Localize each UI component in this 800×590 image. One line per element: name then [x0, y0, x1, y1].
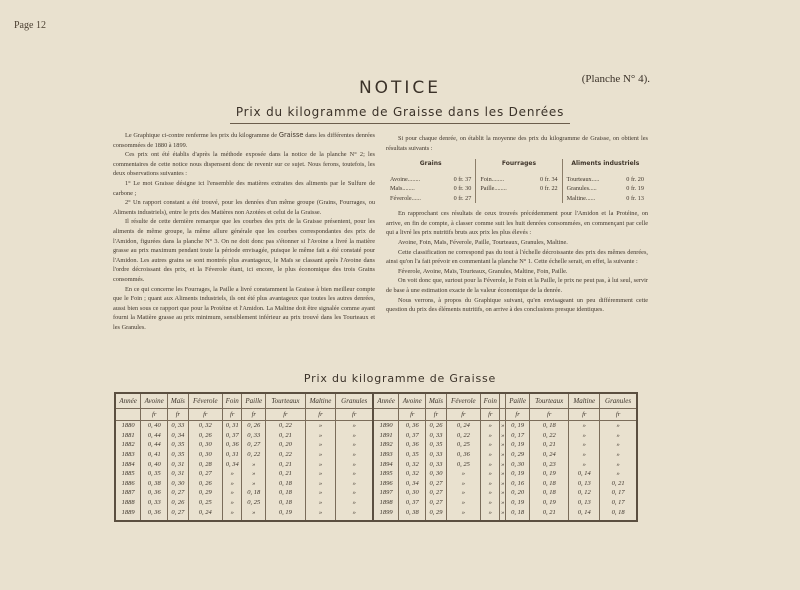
column-header: Tourteaux	[266, 393, 305, 409]
table-cell: 0, 36	[141, 507, 168, 521]
table-cell: »	[305, 469, 336, 479]
table-cell: »	[446, 479, 481, 489]
average-row: Tourteaux..... 0 fr. 20	[566, 175, 644, 183]
paragraph-6: En ce qui concerne les Fourrages, la Paille a livré constamment la Graisse à bien meilleur compte que le Foin ; quant aux Aliments industriels, ils ont été plus avantageux que toutes les autres denrées, aussi bien sous ce rapport que pour la Protéine et l'Amidon. La Maltine doit être signalée comme ayant fourni la Matière grasse au prix minimum, sensiblement inférieur au prix trouvé dans les Tourteaux et les Granules.	[113, 285, 375, 331]
table-cell: »	[305, 479, 336, 489]
column-header: Année	[373, 393, 399, 409]
table-cell: 0, 26	[188, 479, 223, 489]
column-header: Maïs	[426, 393, 446, 409]
table-cell: 0, 35	[168, 450, 188, 460]
table-cell: »	[336, 488, 373, 498]
table-cell: 0, 19	[506, 421, 530, 431]
table-cell: 0, 33	[426, 459, 446, 469]
table-cell: »	[600, 440, 637, 450]
table-cell: 1898	[373, 498, 399, 508]
table-cell: 0, 27	[426, 488, 446, 498]
table-cell: 0, 19	[530, 469, 569, 479]
table-cell: »	[501, 441, 505, 449]
averages-fourrages	[476, 159, 562, 203]
average-row: Maltine...... 0 fr. 13	[566, 194, 644, 202]
table-cell: 0, 16	[506, 479, 530, 489]
table-row	[115, 498, 637, 508]
table-cell: 0, 25	[242, 498, 266, 508]
averages-table	[386, 159, 648, 203]
right-paragraph-2: En rapprochant ces résultats de ceux trouvés précédemment pour l'Amidon et la Protéine, on arrive, en fin de compte, à classer comme suit les huit denrées consommées, en commençant par celle qui a livré les prix nutritifs bruts aux prix les plus élevés :	[386, 210, 648, 237]
column-header: Avoine	[399, 393, 426, 409]
table-cell: 0, 23	[530, 459, 569, 469]
unit-cell: fr	[168, 409, 188, 421]
table-cell: 1896	[373, 479, 399, 489]
table-cell: »	[481, 469, 500, 479]
table-cell: 0, 21	[266, 469, 305, 479]
table-cell: 0, 32	[399, 469, 426, 479]
table-cell: 0, 24	[530, 450, 569, 460]
column-header: Granules	[336, 393, 373, 409]
table-cell: »	[305, 440, 336, 450]
table-cell: 0, 33	[141, 498, 168, 508]
unit-cell: fr	[336, 409, 373, 421]
table-cell: 0, 35	[141, 469, 168, 479]
table-cell: 1895	[373, 469, 399, 479]
table-cell: 0, 27	[168, 488, 188, 498]
table-cell: »	[600, 469, 637, 479]
table-cell: 0, 35	[168, 440, 188, 450]
table-cell: »	[600, 459, 637, 469]
unit-cell: fr	[600, 409, 637, 421]
unit-cell: fr	[569, 409, 600, 421]
subtitle: Prix du kilogramme de Graisse dans les Denrées	[235, 105, 565, 119]
table-cell: 0, 32	[399, 459, 426, 469]
column-header: Féverole	[188, 393, 223, 409]
table-cell: 0, 36	[399, 440, 426, 450]
table-cell: 0, 40	[141, 421, 168, 431]
table-cell: 0, 20	[506, 488, 530, 498]
table-cell: 0, 19	[266, 507, 305, 521]
table-cell: 0, 30	[188, 440, 223, 450]
table-cell: 0, 25	[446, 440, 481, 450]
table-cell: 0, 34	[223, 459, 242, 469]
column-header: Tourteaux	[530, 393, 569, 409]
table-cell: »	[336, 469, 373, 479]
unit-cell: fr	[446, 409, 481, 421]
table-cell: »	[501, 422, 505, 430]
table-cell: 0, 41	[141, 450, 168, 460]
average-row: Féverole...... 0 fr. 27	[390, 194, 472, 202]
averages-grains	[386, 159, 476, 203]
page-number: Page 12	[14, 20, 46, 31]
table-cell: 1891	[373, 431, 399, 441]
right-column-text	[386, 134, 648, 315]
table-cell: 0, 29	[188, 488, 223, 498]
table-cell: 0, 31	[168, 469, 188, 479]
table-cell: 0, 18	[266, 498, 305, 508]
unit-cell: fr	[305, 409, 336, 421]
table-cell: »	[305, 459, 336, 469]
table-cell: 0, 12	[569, 488, 600, 498]
table-cell: 0, 17	[600, 498, 637, 508]
table-cell: 0, 31	[168, 459, 188, 469]
averages-industriels	[563, 159, 648, 203]
unit-cell: fr	[506, 409, 530, 421]
table-cell: »	[336, 507, 373, 521]
table-cell: »	[481, 440, 500, 450]
table-cell: 1894	[373, 459, 399, 469]
table-cell: 0, 25	[446, 459, 481, 469]
unit-cell: fr	[223, 409, 242, 421]
table-cell: »	[242, 459, 266, 469]
table-cell: 0, 24	[188, 507, 223, 521]
table-cell: 0, 24	[446, 421, 481, 431]
unit-cell: fr	[481, 409, 500, 421]
table-cell: »	[569, 440, 600, 450]
paragraph-3: 1° Le mot Graisse désigne ici l'ensemble des matières extraites des aliments par le Sulfure de carbone ;	[113, 179, 375, 197]
column-header: Paille	[242, 393, 266, 409]
table-cell: »	[481, 498, 500, 508]
subtitle-rule	[230, 123, 570, 124]
table-row	[115, 488, 637, 498]
table-cell: 0, 38	[399, 507, 426, 521]
unit-cell: fr	[530, 409, 569, 421]
table-cell: 0, 18	[530, 421, 569, 431]
table-cell: 0, 32	[188, 421, 223, 431]
table-cell: 0, 44	[141, 431, 168, 441]
table-cell: 0, 22	[530, 431, 569, 441]
table-cell: 1897	[373, 488, 399, 498]
table-cell: 0, 28	[188, 459, 223, 469]
table-row	[115, 469, 637, 479]
table-cell: »	[336, 450, 373, 460]
column-header: Féverole	[446, 393, 481, 409]
table-cell: 1883	[115, 450, 141, 460]
table-cell: 1887	[115, 488, 141, 498]
table-cell: »	[223, 498, 242, 508]
column-header: Année	[115, 393, 141, 409]
table-cell: »	[481, 421, 500, 431]
table-cell: »	[569, 431, 600, 441]
unit-cell	[373, 409, 399, 421]
table-cell: 0, 13	[569, 479, 600, 489]
table-cell: »	[501, 431, 505, 439]
table-cell: 1888	[115, 498, 141, 508]
table-cell: 0, 19	[530, 498, 569, 508]
table-cell: »	[481, 488, 500, 498]
table-header-row	[115, 393, 637, 409]
table-cell: 0, 18	[600, 507, 637, 521]
table-cell: 0, 36	[446, 450, 481, 460]
table-cell: »	[336, 431, 373, 441]
table-cell: »	[242, 507, 266, 521]
table-cell: 0, 38	[141, 479, 168, 489]
table-cell: 1889	[115, 507, 141, 521]
table-cell: 0, 37	[399, 498, 426, 508]
table-cell: 0, 27	[426, 498, 446, 508]
table-cell: 1884	[115, 459, 141, 469]
table-cell: 0, 21	[530, 440, 569, 450]
table-cell: 0, 20	[266, 440, 305, 450]
table-cell: »	[223, 507, 242, 521]
unit-cell: fr	[426, 409, 446, 421]
table-cell: 0, 37	[399, 431, 426, 441]
table-cell: 0, 31	[223, 421, 242, 431]
table-cell: »	[242, 469, 266, 479]
table-cell: »	[500, 507, 506, 521]
table-cell: »	[501, 489, 505, 497]
table-cell: »	[501, 479, 505, 487]
table-cell: 0, 26	[426, 421, 446, 431]
table-cell: 0, 29	[426, 507, 446, 521]
averages-header-industriels: Aliments industriels	[571, 160, 640, 168]
column-header: Maltine	[569, 393, 600, 409]
average-row: Maïs........ 0 fr. 30	[390, 185, 472, 193]
paragraph-4: 2° Un rapport constant a été trouvé, pour les denrées d'un même groupe (Grains, Fourrages, ou Aliments industriels), entre le prix des Matières non Azotées et celui de la Graisse.	[113, 199, 375, 216]
table-cell: »	[501, 451, 505, 459]
table-cell: 0, 22	[266, 421, 305, 431]
table-cell: 0, 22	[266, 450, 305, 460]
table-cell: 0, 36	[399, 421, 426, 431]
column-header: Granules	[600, 393, 637, 409]
paragraph-1: Le Graphique ci-contre renferme les prix du kilogramme de Graisse dans les différentes denrées consommées de 1880 à 1899.	[113, 131, 376, 149]
table-cell: »	[600, 450, 637, 460]
table-cell: 0, 36	[223, 440, 242, 450]
table-cell: »	[305, 507, 336, 521]
table-cell: »	[305, 431, 336, 441]
table-cell: 0, 18	[242, 488, 266, 498]
table-cell: 0, 18	[266, 488, 305, 498]
table-cell: »	[305, 498, 336, 508]
plate-number: (Planche N° 4).	[581, 73, 650, 85]
unit-cell: fr	[266, 409, 305, 421]
table-cell: 0, 30	[426, 469, 446, 479]
table-cell: 1893	[373, 450, 399, 460]
table-cell: 0, 31	[223, 450, 242, 460]
table-cell: 1890	[373, 421, 399, 431]
unit-cell: fr	[242, 409, 266, 421]
table-cell: 0, 26	[188, 431, 223, 441]
table-row	[115, 440, 637, 450]
table-cell: »	[336, 440, 373, 450]
table-cell: 0, 27	[242, 440, 266, 450]
average-row: Granules..... 0 fr. 19	[566, 185, 644, 193]
table-cell: »	[336, 421, 373, 431]
table-cell: 0, 22	[446, 431, 481, 441]
table-cell: 0, 22	[242, 450, 266, 460]
table-cell: »	[569, 421, 600, 431]
right-paragraph-3: Avoine, Foin, Maïs, Féverole, Paille, Tourteaux, Granules, Maltine.	[398, 239, 568, 247]
right-paragraph-7: Nous verrons, à propos du Graphique suivant, qu'en envisageant un peu différemment cette question du prix des éléments nutritifs, on arrive à des conclusions presque identiques.	[386, 296, 648, 314]
table-row	[115, 450, 637, 460]
column-header: Maïs	[168, 393, 188, 409]
unit-cell: fr	[141, 409, 168, 421]
paragraph-5: Il résulte de cette dernière remarque que les courbes des prix de la Graisse présentent, pour les aliments de même groupe, la même allure générale que les courbes correspondantes des prix de l'Amidon, figurées dans la planche N° 3. On ne doit donc pas s'étonner si l'Avoine a livré la matière grasse au prix maximum pendant toute la période envisagée, puisque le même fait a été constaté pour l'Amidon. Les autres grains se sont montrés plus avantageux, le Maïs se classant après l'Avoine dans l'ordre décroissant des prix, et la Féverole étant, ici encore, le plus économique des trois Grains consommés.	[113, 218, 375, 283]
table-cell: 0, 44	[141, 440, 168, 450]
column-header: Avoine	[141, 393, 168, 409]
table-cell: 0, 19	[506, 440, 530, 450]
table-cell: »	[481, 507, 500, 521]
table-cell: »	[600, 431, 637, 441]
table-cell: 0, 17	[506, 431, 530, 441]
table-cell: »	[336, 498, 373, 508]
table-title: Prix du kilogramme de Graisse	[303, 372, 497, 385]
table-cell: 0, 35	[399, 450, 426, 460]
table-cell: »	[569, 450, 600, 460]
table-cell: »	[242, 479, 266, 489]
table-cell: »	[336, 479, 373, 489]
unit-row	[115, 409, 637, 421]
table-cell: 0, 34	[168, 431, 188, 441]
table-cell: »	[305, 450, 336, 460]
table-cell: 1882	[115, 440, 141, 450]
table-cell: 0, 18	[530, 479, 569, 489]
table-cell: 1899	[373, 507, 399, 521]
table-cell: 0, 21	[600, 479, 637, 489]
average-row: Foin........ 0 fr. 34	[480, 175, 558, 183]
column-header: Foin	[481, 393, 500, 409]
averages-header-grains: Grains	[419, 160, 442, 168]
table-cell: 0, 18	[266, 479, 305, 489]
table-cell: 0, 40	[141, 459, 168, 469]
left-column-text	[113, 131, 375, 332]
table-row	[115, 507, 637, 521]
table-cell: 0, 19	[506, 469, 530, 479]
table-cell: »	[600, 421, 637, 431]
table-cell: 0, 18	[530, 488, 569, 498]
table-cell: »	[223, 469, 242, 479]
table-cell: 0, 30	[188, 450, 223, 460]
table-cell: 0, 29	[506, 450, 530, 460]
unit-cell	[115, 409, 141, 421]
table-cell: 0, 13	[569, 498, 600, 508]
table-cell: 1886	[115, 479, 141, 489]
table-cell: 0, 34	[399, 479, 426, 489]
table-cell: »	[481, 450, 500, 460]
table-row	[115, 459, 637, 469]
column-header: Paille	[506, 393, 530, 409]
table-cell: »	[446, 488, 481, 498]
table-cell: »	[481, 431, 500, 441]
table-cell: »	[481, 479, 500, 489]
right-paragraph-6: On voit donc que, surtout pour la Féverole, le Foin et la Paille, le prix ne peut pas, à lui seul, servir de base à une estimation exacte de la valeur économique de la denrée.	[386, 277, 648, 295]
table-cell: 0, 21	[530, 507, 569, 521]
table-cell: 1892	[373, 440, 399, 450]
table-cell: »	[481, 459, 500, 469]
table-cell: 0, 36	[141, 488, 168, 498]
table-cell: 0, 33	[426, 450, 446, 460]
unit-cell: fr	[399, 409, 426, 421]
column-header: Maltine	[305, 393, 336, 409]
table-cell: 1885	[115, 469, 141, 479]
table-cell: 0, 37	[223, 431, 242, 441]
right-paragraph-4: Cette classification ne correspond pas du tout à l'échelle décroissante des prix des mêmes denrées, ainsi qu'on l'a fait prévoir en commentant la planche N° 1. Cette échelle serait, en effet, la suivante :	[386, 248, 648, 266]
table-cell: 0, 30	[399, 488, 426, 498]
table-row	[115, 421, 637, 431]
table-cell: 0, 21	[266, 431, 305, 441]
table-cell: »	[223, 488, 242, 498]
table-row	[115, 479, 637, 489]
table-cell: 0, 27	[168, 507, 188, 521]
table-cell: »	[305, 488, 336, 498]
table-cell: 0, 21	[266, 459, 305, 469]
notice-title: NOTICE	[358, 78, 442, 98]
table-cell: »	[569, 459, 600, 469]
table-cell: »	[446, 498, 481, 508]
table-row	[115, 431, 637, 441]
averages-header-fourrages: Fourrages	[501, 160, 537, 168]
table-cell: 0, 25	[188, 498, 223, 508]
table-cell: 0, 27	[188, 469, 223, 479]
column-header: Foin	[223, 393, 242, 409]
table-cell: »	[501, 470, 505, 478]
table-cell: 0, 18	[506, 507, 530, 521]
paragraph-2: Ces prix ont été établis d'après la méthode exposée dans la notice de la planche N° 2; les commentaires de cette notice nous dispensent donc de revenir sur ce sujet. Nous ferons, toutefois, les deux observations suivantes :	[113, 151, 375, 178]
table-cell: 1881	[115, 431, 141, 441]
average-row: Paille........ 0 fr. 22	[480, 185, 558, 193]
prices-table	[114, 392, 638, 522]
table-cell: 1880	[115, 421, 141, 431]
table-cell: 0, 19	[506, 498, 530, 508]
average-row: Avoine........ 0 fr. 37	[390, 175, 472, 183]
table-cell: 0, 26	[242, 421, 266, 431]
table-cell: »	[305, 421, 336, 431]
table-cell: »	[501, 460, 505, 468]
right-paragraph-1: Si pour chaque denrée, on établit la moyenne des prix du kilogramme de Graisse, on obtient les résultats suivants :	[386, 135, 648, 152]
table-cell: 0, 17	[600, 488, 637, 498]
table-cell: 0, 33	[168, 421, 188, 431]
table-cell: 0, 33	[242, 431, 266, 441]
right-paragraph-5: Féverole, Avoine, Maïs, Tourteaux, Granules, Maltine, Foin, Paille.	[398, 267, 568, 275]
table-cell: »	[446, 507, 481, 521]
table-cell: »	[336, 459, 373, 469]
table-cell: 0, 33	[426, 431, 446, 441]
table-cell: 0, 14	[569, 469, 600, 479]
table-cell: 0, 27	[426, 479, 446, 489]
unit-cell: fr	[188, 409, 223, 421]
table-cell: »	[501, 499, 505, 507]
table-cell: »	[223, 479, 242, 489]
table-cell: 0, 30	[168, 479, 188, 489]
table-cell: 0, 35	[426, 440, 446, 450]
table-cell: 0, 26	[168, 498, 188, 508]
table-cell: »	[446, 469, 481, 479]
table-cell: 0, 30	[506, 459, 530, 469]
table-cell: 0, 14	[569, 507, 600, 521]
